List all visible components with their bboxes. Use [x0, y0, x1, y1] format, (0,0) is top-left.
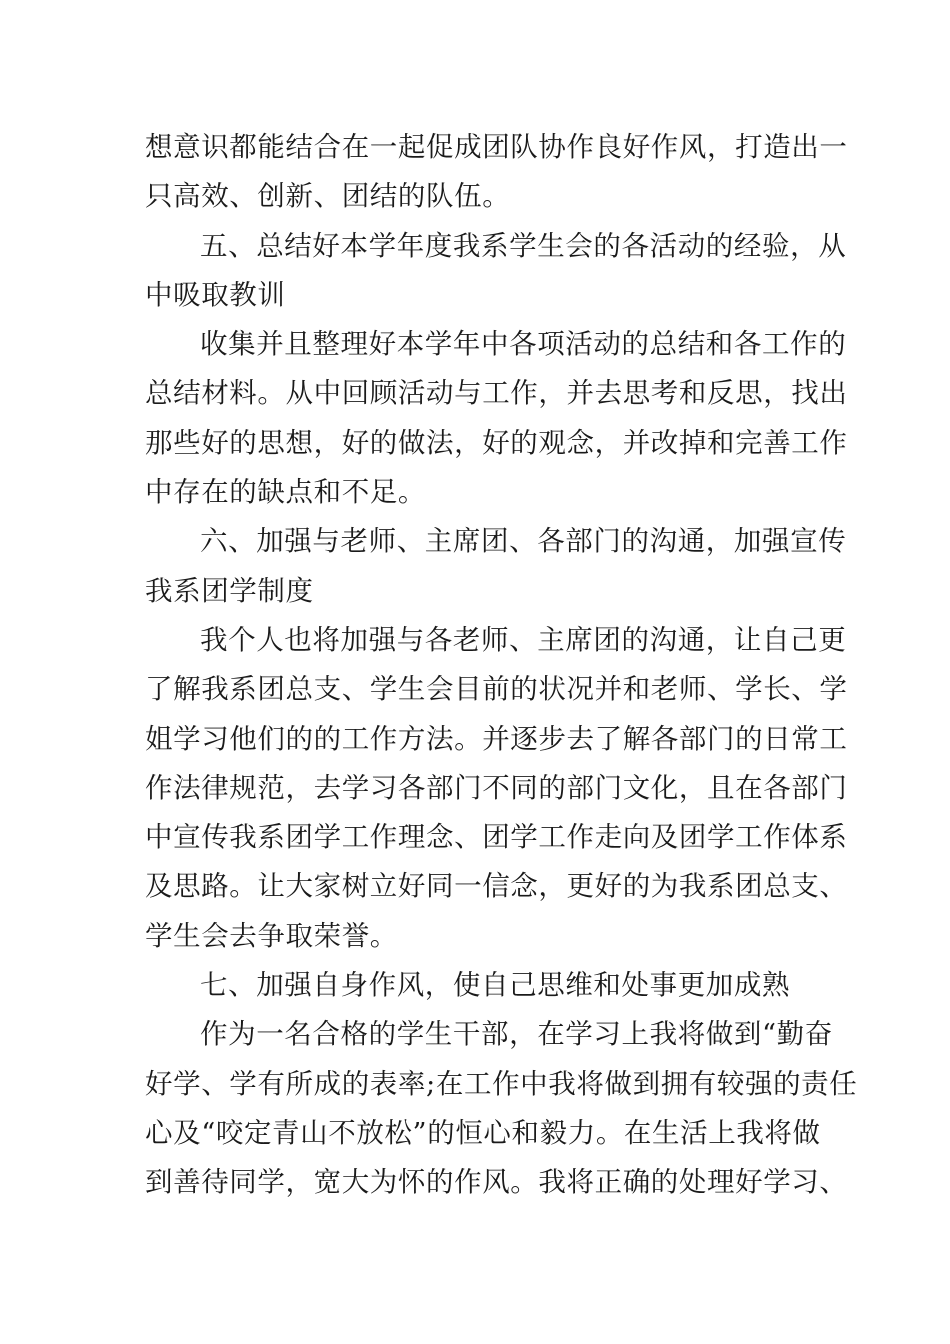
body-text — [145, 123, 858, 1208]
text-line: 我系团学制度 — [145, 574, 314, 607]
paragraph-start: 作为一名合格的学生干部，在学习上我将做到“勤奋 — [200, 1018, 833, 1051]
text-line: 那些好的思想，好的做法，好的观念，并改掉和完善工作 — [145, 426, 848, 459]
text-line: 只高效、创新、团结的队伍。 — [145, 180, 511, 213]
text-line: 心及“咬定青山不放松”的恒心和毅力。在生活上我将做 — [145, 1116, 821, 1149]
text-line: 及思路。让大家树立好同一信念，更好的为我系团总支、 — [145, 870, 848, 903]
text-line: 了解我系团总支、学生会目前的状况并和老师、学长、学 — [145, 673, 848, 706]
text-line: 作法律规范，去学习各部门不同的部门文化，且在各部门 — [145, 771, 848, 804]
text-line: 总结材料。从中回顾活动与工作，并去思考和反思，找出 — [145, 377, 848, 410]
paragraph-start: 收集并且整理好本学年中各项活动的总结和各工作的 — [200, 328, 847, 361]
paragraph-start: 我个人也将加强与各老师、主席团的沟通，让自己更 — [200, 623, 847, 656]
text-line: 姐学习他们的的工作方法。并逐步去了解各部门的日常工 — [145, 722, 848, 755]
text-line: 中存在的缺点和不足。 — [145, 476, 426, 509]
text-line: 想意识都能结合在一起促成团队协作良好作风，打造出一 — [145, 131, 848, 163]
section-heading-7: 七、加强自身作风，使自己思维和处事更加成熟 — [200, 969, 791, 1002]
text-line: 到善待同学，宽大为怀的作风。我将正确的处理好学习、 — [145, 1166, 848, 1199]
section-heading-6: 六、加强与老师、主席团、各部门的沟通，加强宣传 — [200, 525, 847, 558]
text-line: 中吸取教训 — [145, 278, 286, 311]
text-line: 学生会去争取荣誉。 — [145, 919, 398, 952]
text-line: 好学、学有所成的表率;在工作中我将做到拥有较强的责任 — [145, 1067, 858, 1100]
section-heading-5: 五、总结好本学年度我系学生会的各活动的经验，从 — [200, 229, 847, 262]
text-line: 中宣传我系团学工作理念、团学工作走向及团学工作体系 — [145, 821, 848, 854]
